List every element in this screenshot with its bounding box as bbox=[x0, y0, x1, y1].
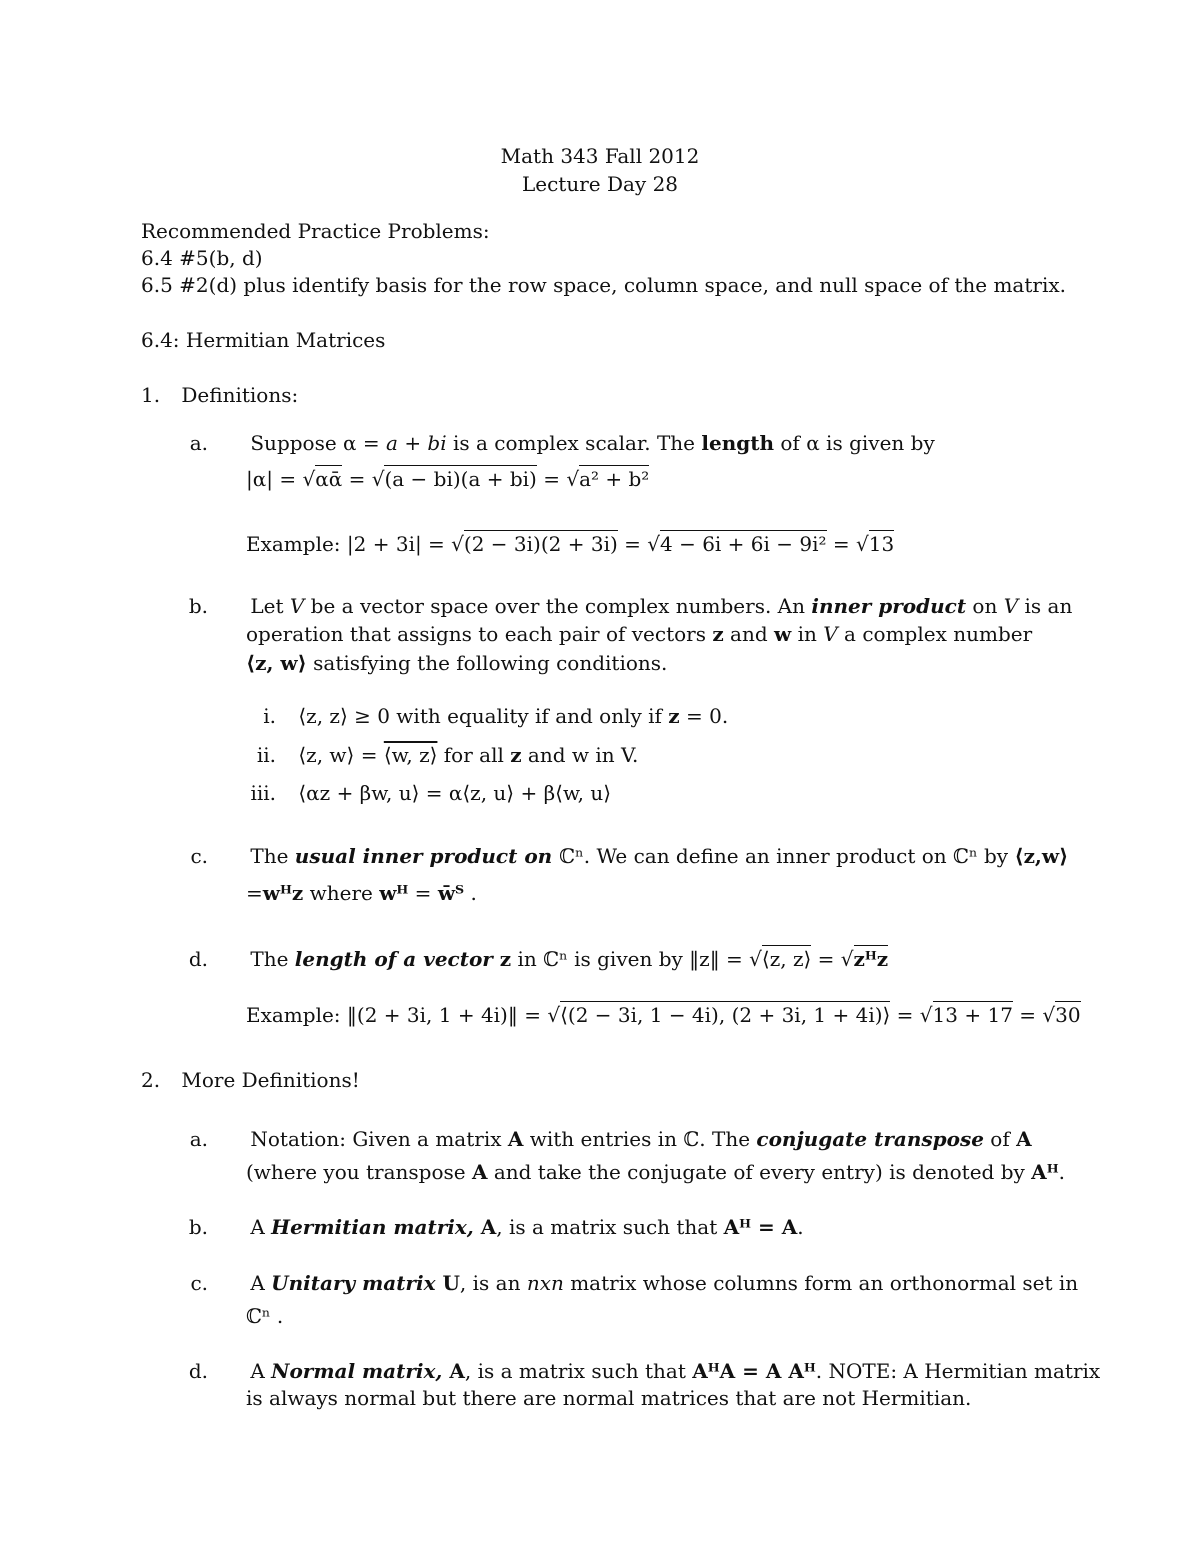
definition-text: The length of a vector z in ℂⁿ is given by ‖z‖ = √⟨z, z⟩ = √zᴴz bbox=[250, 947, 889, 971]
definition-text: A Hermitian matrix, A, is a matrix such that Aᴴ = A. bbox=[250, 1215, 804, 1239]
item-label: iii. bbox=[250, 781, 276, 805]
length-example: Example: |2 + 3i| = √(2 − 3i)(2 + 3i) = √4 − 6i + 6i − 9i² = √13 bbox=[246, 532, 895, 556]
definition-1c bbox=[178, 843, 1068, 870]
condition-iii: iii. ⟨αz + βw, u⟩ = α⟨z, u⟩ + β⟨w, u⟩ bbox=[246, 780, 611, 807]
definition-1c-line-2: =wᴴz where wᴴ = w̄ᵀ . bbox=[246, 881, 477, 905]
definition-1d bbox=[178, 946, 888, 973]
item-label: c. bbox=[190, 844, 208, 868]
document-subtitle: Lecture Day 28 bbox=[521, 172, 679, 196]
definition-text: A Normal matrix, A, is a matrix such that AᴴA = A Aᴴ. NOTE: A Hermitian matrix bbox=[250, 1359, 1101, 1383]
section-heading: 6.4: Hermitian Matrices bbox=[141, 328, 386, 352]
item-label: a. bbox=[189, 431, 208, 455]
condition-ii: ii. ⟨z, w⟩ = ⟨w, z⟩ for all z and w in V. bbox=[246, 742, 638, 769]
definition-2c bbox=[178, 1270, 1078, 1297]
item-label: d. bbox=[188, 947, 208, 971]
definition-2b bbox=[178, 1214, 804, 1241]
definitions-heading bbox=[141, 382, 298, 409]
list-number: 2. bbox=[141, 1068, 161, 1092]
practice-line-2: 6.5 #2(d) plus identify basis for the row space, column space, and null space of the matrix. bbox=[141, 273, 1066, 297]
item-label: b. bbox=[188, 1215, 208, 1239]
list-title: More Definitions! bbox=[181, 1068, 360, 1092]
definition-2a bbox=[178, 1126, 1032, 1153]
practice-heading: Recommended Practice Problems: bbox=[141, 219, 490, 243]
definition-text: A Unitary matrix U, is an nxn matrix whose columns form an orthonormal set in bbox=[250, 1271, 1079, 1295]
definition-2c-line-2: ℂⁿ . bbox=[246, 1304, 284, 1328]
definition-1b-line-3: ⟨z, w⟩ satisfying the following conditions. bbox=[246, 651, 668, 675]
definition-1a bbox=[178, 430, 935, 457]
definition-text: Let V be a vector space over the complex numbers. An inner product on V is an bbox=[250, 594, 1073, 618]
definition-text: The usual inner product on ℂⁿ. We can define an inner product on ℂⁿ by ⟨z,w⟩ bbox=[250, 844, 1069, 868]
document-title: Math 343 Fall 2012 bbox=[500, 144, 700, 168]
practice-line-1: 6.4 #5(b, d) bbox=[141, 246, 263, 270]
definition-text: Suppose α = a + bi is a complex scalar. The length of α is given by bbox=[250, 431, 935, 455]
list-title: Definitions: bbox=[181, 383, 299, 407]
item-label: d. bbox=[188, 1359, 208, 1383]
item-label: ii. bbox=[256, 743, 276, 767]
vector-length-example: Example: ‖(2 + 3i, 1 + 4i)‖ = √⟨(2 − 3i, 1 − 4i), (2 + 3i, 1 + 4i)⟩ = √13 + 17 = √30 bbox=[246, 1003, 1081, 1027]
length-formula: |α| = √αᾱ = √(a − bi)(a + bi) = √a² + b² bbox=[246, 467, 650, 491]
item-label: a. bbox=[189, 1127, 208, 1151]
list-number: 1. bbox=[141, 383, 161, 407]
definition-2d-line-2: is always normal but there are normal matrices that are not Hermitian. bbox=[246, 1386, 972, 1410]
more-definitions-heading bbox=[141, 1067, 360, 1094]
item-label: b. bbox=[188, 594, 208, 618]
definition-1b-line-2: operation that assigns to each pair of vectors z and w in V a complex number bbox=[246, 622, 1033, 646]
condition-i: i. ⟨z, z⟩ ≥ 0 with equality if and only if z = 0. bbox=[246, 703, 728, 730]
definition-2d bbox=[178, 1358, 1100, 1385]
definition-text: Notation: Given a matrix A with entries in ℂ. The conjugate transpose of A bbox=[250, 1127, 1032, 1151]
definition-2a-line-2: (where you transpose A and take the conjugate of every entry) is denoted by Aᴴ. bbox=[246, 1160, 1065, 1184]
item-label: i. bbox=[263, 704, 276, 728]
item-label: c. bbox=[190, 1271, 208, 1295]
definition-1b bbox=[178, 593, 1072, 620]
